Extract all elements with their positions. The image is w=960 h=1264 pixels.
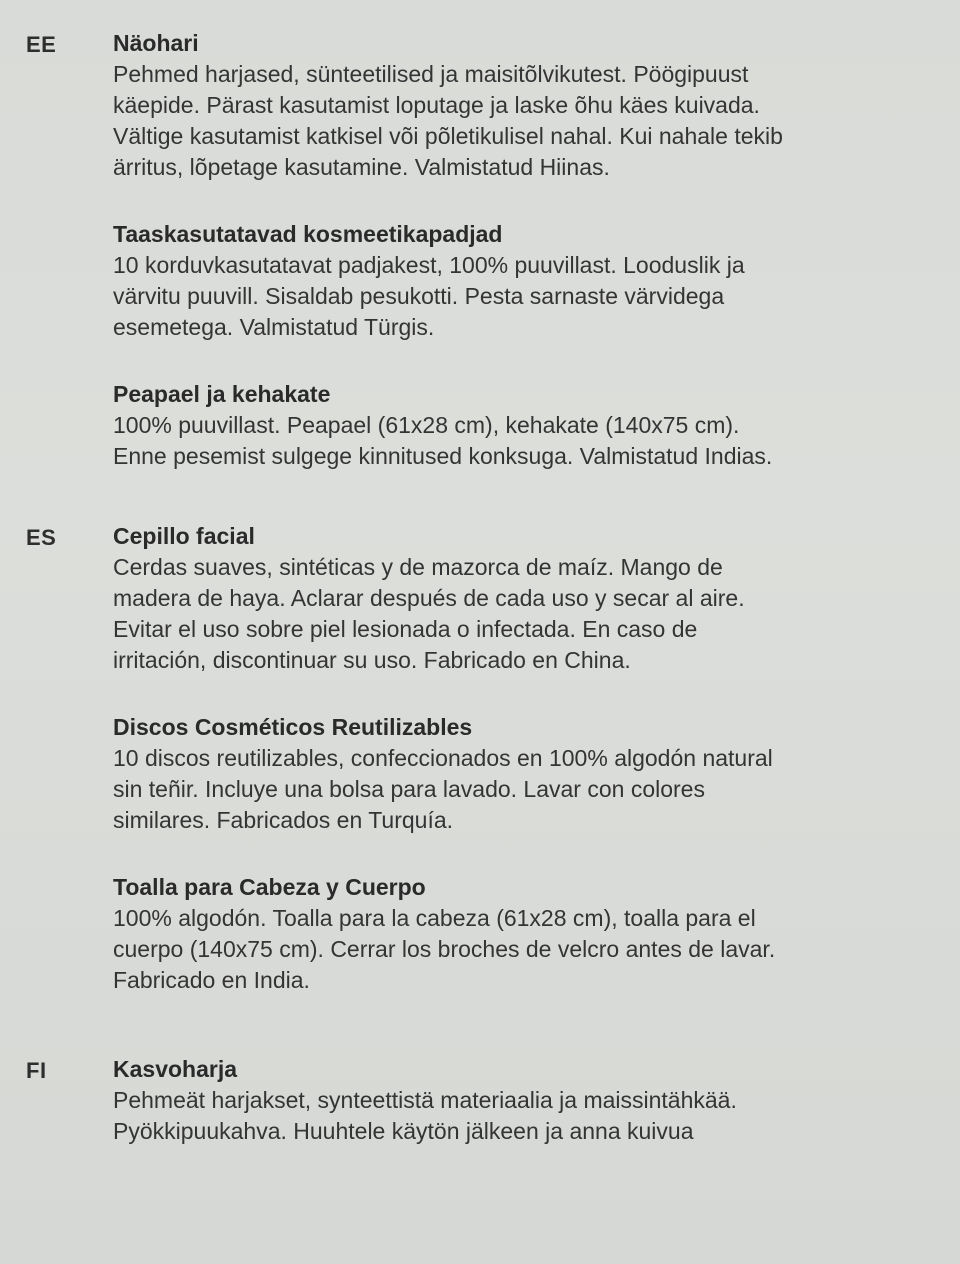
product-title: Näohari — [113, 30, 199, 56]
product-entry — [113, 712, 933, 836]
product-entry — [113, 379, 933, 472]
language-code: ES — [26, 525, 57, 550]
product-line: Fabricado en India. — [113, 967, 310, 993]
product-title: Peapael ja kehakate — [113, 381, 331, 407]
product-entry — [113, 28, 933, 183]
product-line: similares. Fabricados en Turquía. — [113, 807, 454, 833]
product-line: Vältige kasutamist katkisel või põletikulisel nahal. Kui nahale tekib — [113, 123, 783, 149]
product-title: Taaskasutatavad kosmeetikapadjad — [113, 221, 503, 247]
product-entry — [113, 219, 933, 343]
product-line: irritación, discontinuar su uso. Fabricado en China. — [113, 647, 631, 673]
product-title: Kasvoharja — [113, 1056, 238, 1082]
product-entry — [113, 872, 933, 996]
product-line: 10 discos reutilizables, confeccionados en 100% algodón natural — [113, 745, 773, 771]
product-line: 10 korduvkasutatavat padjakest, 100% puuvillast. Looduslik ja — [113, 252, 745, 278]
product-entry — [113, 521, 933, 676]
product-title: Cepillo facial — [113, 523, 255, 549]
product-title: Discos Cosméticos Reutilizables — [113, 714, 473, 740]
product-entry — [113, 1054, 933, 1147]
section-content — [113, 1054, 933, 1183]
product-line: käepide. Pärast kasutamist loputage ja laske õhu käes kuivada. — [113, 92, 760, 118]
section-content — [113, 521, 933, 1032]
product-line: värvitu puuvill. Sisaldab pesukotti. Pesta sarnaste värvidega — [113, 283, 725, 309]
product-line: cuerpo (140x75 cm). Cerrar los broches de velcro antes de lavar. — [113, 936, 776, 962]
product-line: Cerdas suaves, sintéticas y de mazorca de maíz. Mango de — [113, 554, 723, 580]
product-line: Pyökkipuukahva. Huuhtele käytön jälkeen ja anna kuivua — [113, 1118, 694, 1144]
product-line: madera de haya. Aclarar después de cada uso y secar al aire. — [113, 585, 745, 611]
language-code: EE — [26, 32, 57, 57]
product-line: sin teñir. Incluye una bolsa para lavado. Lavar con colores — [113, 776, 705, 802]
product-line: ärritus, lõpetage kasutamine. Valmistatud Hiinas. — [113, 154, 610, 180]
language-code: FI — [26, 1058, 47, 1083]
product-line: Enne pesemist sulgege kinnitused konksuga. Valmistatud Indias. — [113, 443, 773, 469]
product-line: esemetega. Valmistatud Türgis. — [113, 314, 435, 340]
product-title: Toalla para Cabeza y Cuerpo — [113, 874, 426, 900]
product-line: Evitar el uso sobre piel lesionada o infectada. En caso de — [113, 616, 698, 642]
product-line: Pehmed harjased, sünteetilised ja maisitõlvikutest. Pöögipuust — [113, 61, 749, 87]
product-line: 100% puuvillast. Peapael (61x28 cm), kehakate (140x75 cm). — [113, 412, 740, 438]
product-line: 100% algodón. Toalla para la cabeza (61x28 cm), toalla para el — [113, 905, 756, 931]
product-line: Pehmeät harjakset, synteettistä materiaalia ja maissintähkää. — [113, 1087, 737, 1113]
section-content — [113, 28, 933, 508]
